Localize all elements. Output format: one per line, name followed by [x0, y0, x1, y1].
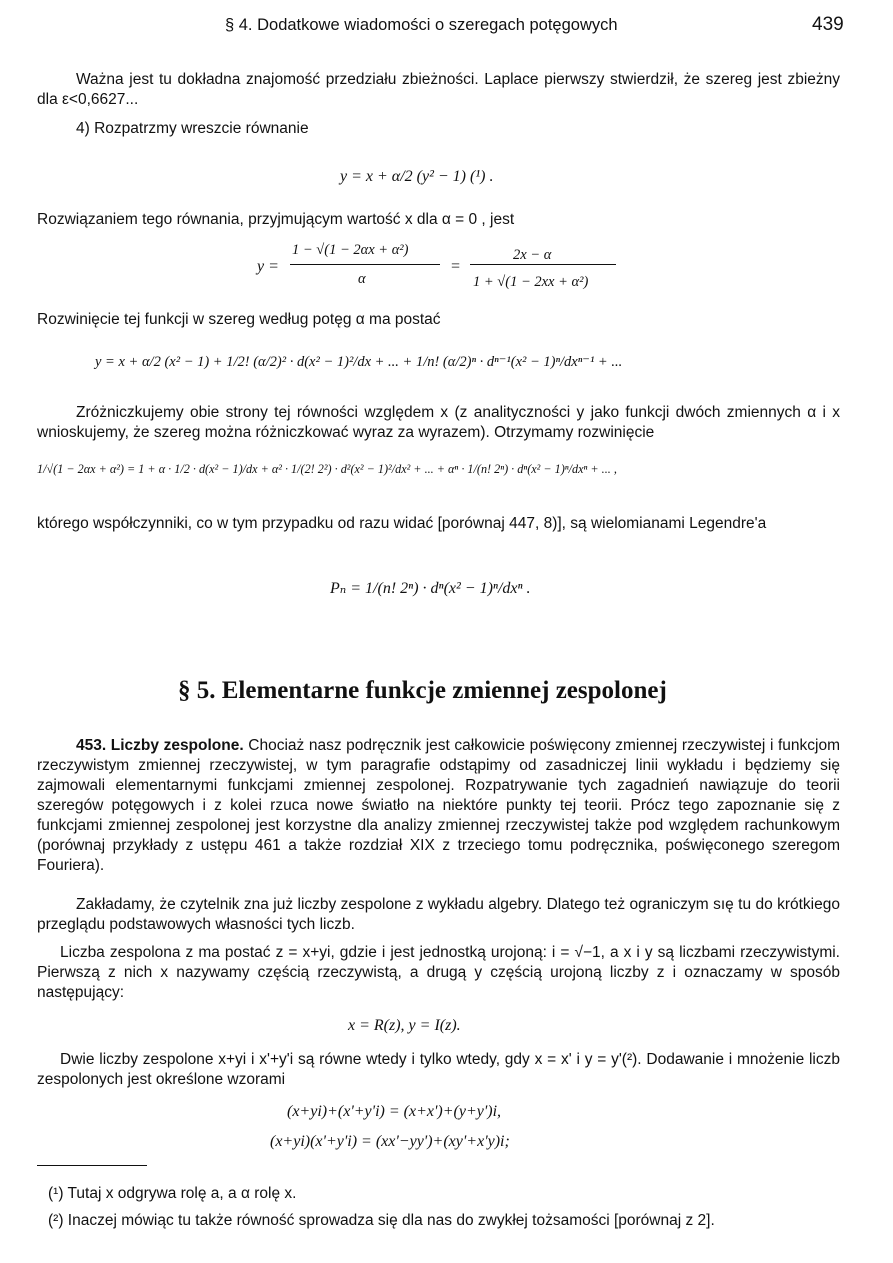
fraction-bar — [290, 264, 440, 265]
paragraph-legendre: którego współczynniki, co w tym przypadku od razu widać [porównaj 447, 8)], są wielomianami Legendre'a — [37, 515, 767, 532]
paragraph-definition: Liczba zespolona z ma postać z = x+yi, gdzie i jest jednostką urojoną: i = √−1, a x i y są liczbami rzeczywistymi. Pierwszą z nich x nazywamy częścią rzeczywistą, a drugą y częścią urojoną liczby z i oznaczamy w sposób następujący: — [37, 944, 840, 1001]
formula-series-y: y = x + α/2 (x² − 1) + 1/2! (α/2)² · d(x² − 1)²/dx + ... + 1/n! (α/2)ⁿ · dⁿ⁻¹(x² − 1)ⁿ/dxⁿ⁻¹ + ... — [95, 354, 623, 370]
footnote-2: (²) Inaczej mówiąc tu także równość sprowadza się dla nas do zwykłej tożsamości [porównaj z 2]. — [48, 1212, 715, 1229]
formula-fraction1-denominator: α — [358, 271, 366, 287]
subsection-label: 453. Liczby zespolone. — [76, 737, 244, 754]
paragraph-complex-numbers-body: Chociaż nasz podręcznik jest całkowicie poświęcony zmiennej rzeczywistej i funkcjom rzeczywistym zmiennej rzeczywistej, w tym paragrafie odstąpimy od zasadniczej linii wykładu i będziemy się zajmowali elementarnymi funkcjami zmiennej zespolonej. Rozpatrywanie tych zagadnień nawiązuje do teorii szeregów potęgowych i z kolei rzuca nowe światło na niektóre punkty tej teorii. Prócz tego zapoznanie się z funkcjami zmiennej zespolonej jest korzystne dla analizy zmiennej rzeczywistej także pod względem rachunkowym (porównaj przykłady z ustępu 461 a także rozdział XIX z trzeciego tomu podręcznika, poświęconego szeregom Fouriera). — [37, 737, 840, 874]
paragraph-complex-numbers — [37, 736, 840, 876]
paragraph-equality: Dwie liczby zespolone x+yi i x'+y'i są równe wtedy i tylko wtedy, gdy x = x' i y = y'(²). Dodawanie i mnożenie liczb zespolonych jest określone wzorami — [37, 1051, 840, 1088]
page-number: 439 — [812, 14, 844, 35]
running-header: § 4. Dodatkowe wiadomości o szeregach potęgowych — [225, 16, 618, 34]
paragraph-assumption: Zakładamy, że czytelnik zna już liczby zespolone z wykładu algebry. Dlatego też ograniczym sıę tu do krótkiego przeglądu podstawowych własności tych liczb. — [37, 896, 840, 933]
formula-addition: (x+yi)+(x'+y'i) = (x+x')+(y+y')i, — [287, 1103, 502, 1120]
footnote-1: (¹) Tutaj x odgrywa rolę a, a α rolę x. — [48, 1185, 297, 1202]
formula-fraction2-numerator: 2x − α — [513, 247, 552, 263]
formula-fraction2-denominator: 1 + √(1 − 2xx + α²) — [473, 274, 589, 290]
formula-multiplication: (x+yi)(x'+y'i) = (xx'−yy')+(xy'+x'y)i; — [270, 1133, 510, 1150]
formula-equals: = — [450, 258, 461, 275]
paragraph-laplace: Ważna jest tu dokładna znajomość przedziału zbieżności. Laplace pierwszy stwierdził, że szereg jest zbieżny dla ε<0,6627... — [37, 71, 840, 108]
formula-legendre: Pₙ = 1/(n! 2ⁿ) · dⁿ(x² − 1)ⁿ/dxⁿ . — [330, 580, 531, 597]
paragraph-differentiate: Zróżniczkujemy obie strony tej równości względem x (z analityczności y jako funkcji dwóch zmiennych α i x wnioskujemy, że szereg można różniczkować wyraz za wyrazem). Otrzymamy rozwinięcie — [37, 404, 840, 441]
footnote-rule — [37, 1165, 147, 1166]
formula-fraction1-numerator: 1 − √(1 − 2αx + α²) — [292, 242, 409, 258]
formula-y-lhs: y = — [257, 258, 279, 275]
paragraph-solution: Rozwiązaniem tego równania, przyjmującym wartość x dla α = 0 , jest — [37, 211, 515, 228]
fraction-bar — [470, 264, 616, 265]
formula-equation: y = x + α/2 (y² − 1) (¹) . — [340, 168, 494, 185]
section-title: § 5. Elementarne funkcje zmiennej zespolonej — [178, 677, 667, 704]
paragraph-item-4: 4) Rozpatrzmy wreszcie równanie — [76, 120, 309, 137]
paragraph-expansion: Rozwinięcie tej funkcji w szereg według potęg α ma postać — [37, 311, 441, 328]
formula-real-imag: x = R(z), y = I(z). — [348, 1017, 461, 1034]
formula-series-derivative: 1/√(1 − 2αx + α²) = 1 + α · 1/2 · d(x² − 1)/dx + α² · 1/(2! 2²) · d²(x² − 1)²/dx² + ... + αⁿ · 1/(n! 2ⁿ) · dⁿ(x² − 1)ⁿ/dxⁿ + ... , — [37, 462, 617, 476]
